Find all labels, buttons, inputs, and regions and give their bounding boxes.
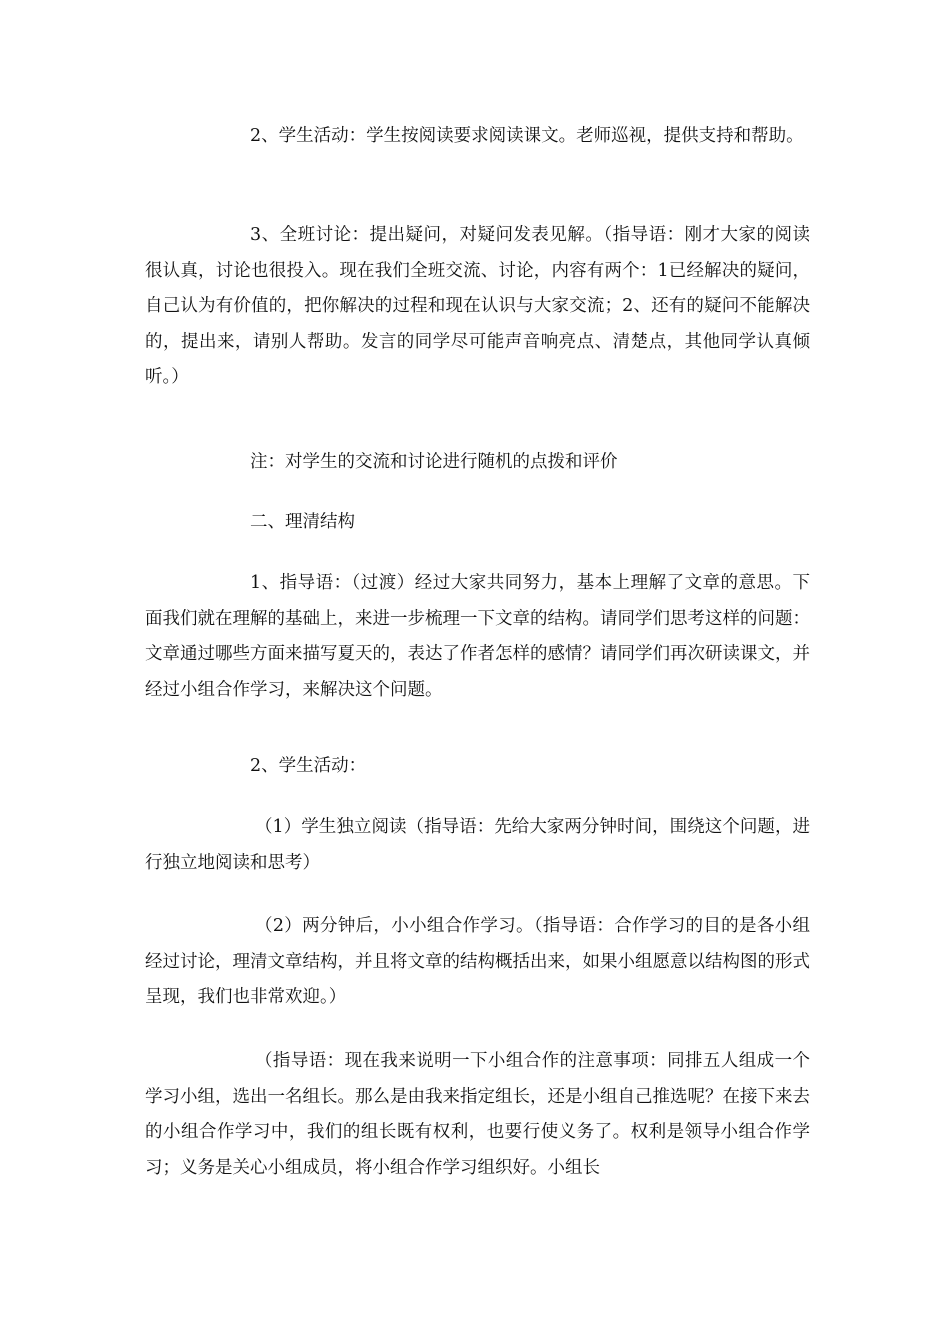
paragraph-group-study: （2）两分钟后，小小组合作学习。（指导语：合作学习的目的是各小组经过讨论，理清文章结构，并且将文章的结构概括出来，如果小组愿意以结构图的形式呈现，我们也非常欢迎。） [145, 916, 810, 1007]
paragraph-student-activity: 2、学生活动：学生按阅读要求阅读课文。老师巡视，提供支持和帮助。 [250, 126, 804, 146]
paragraph-student-activity-2: 2、学生活动： [250, 756, 367, 776]
paragraph-note: 注：对学生的交流和讨论进行随机的点拨和评价 [250, 452, 618, 472]
paragraph-group-rules: （指导语：现在我来说明一下小组合作的注意事项：同排五人组成一个学习小组，选出一名组长。那么是由我来指定组长，还是小组自己推选呢？在接下来去的小组合作学习中，我们的组长既有权利，也要行使义务了。权利是领导小组合作学习；义务是关心小组成员，将小组合作学习组织好。小组长 [145, 1051, 810, 1178]
paragraph-class-discussion: 3、全班讨论：提出疑问，对疑问发表见解。（指导语：刚才大家的阅读很认真，讨论也很投入。现在我们全班交流、讨论，内容有两个：1已经解决的疑问，自己认为有价值的，把你解决的过程和现在认识与大家交流；2、还有的疑问不能解决的，提出来，请别人帮助。发言的同学尽可能声音响亮点、清楚点，其他同学认真倾听。） [145, 225, 810, 387]
section-heading-structure: 二、理清结构 [250, 512, 355, 532]
paragraph-independent-reading: （1）学生独立阅读（指导语：先给大家两分钟时间，围绕这个问题，进行独立地阅读和思考） [145, 817, 810, 873]
paragraph-guidance-1: 1、指导语：（过渡）经过大家共同努力，基本上理解了文章的意思。下面我们就在理解的基础上，来进一步梳理一下文章的结构。请同学们思考这样的问题：文章通过哪些方面来描写夏天的，表达了作者怎样的感情？请同学们再次研读课文，并经过小组合作学习，来解决这个问题。 [145, 573, 810, 700]
